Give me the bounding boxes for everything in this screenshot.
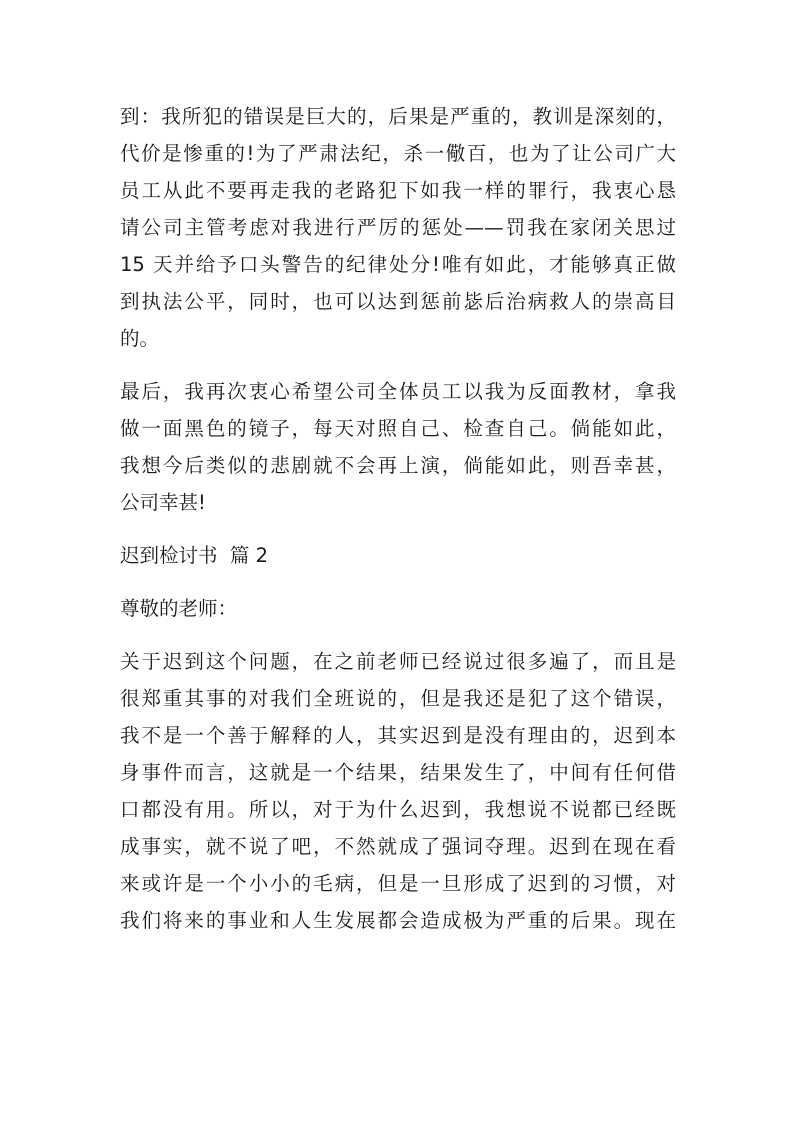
text-line: 请公司主管考虑对我进行严厉的惩处——罚我在家闭关思过 xyxy=(120,216,676,239)
text-line: 的。 xyxy=(120,327,160,350)
paragraph-3 xyxy=(120,643,676,939)
text-line: 公司幸甚! xyxy=(120,491,206,514)
text-line: 我想今后类似的悲剧就不会再上演，倘能如此，则吾幸甚， xyxy=(120,454,676,477)
text-line: 很郑重其事的对我们全班说的，但是我还是犯了这个错误， xyxy=(120,687,676,710)
text-line: 成事实，就不说了吧，不然就成了强词夺理。迟到在现在看 xyxy=(120,835,676,858)
document-body xyxy=(120,98,676,939)
section-heading: 迟到检讨书 篇 2 xyxy=(120,544,269,567)
text-line: 身事件而言，这就是一个结果，结果发生了，中间有任何借 xyxy=(120,761,676,784)
paragraph-spacer xyxy=(120,357,676,373)
salutation: 尊敬的老师： xyxy=(120,597,238,620)
text-line: 15 天并给予口头警告的纪律处分!唯有如此，才能够真正做 xyxy=(120,253,676,276)
text-line: 到执法公平，同时，也可以达到惩前毖后治病救人的崇高目 xyxy=(120,290,676,313)
text-line: 员工从此不要再走我的老路犯下如我一样的罪行，我衷心恳 xyxy=(120,179,676,202)
text-line: 来或许是一个小小的毛病，但是一旦形成了迟到的习惯，对 xyxy=(120,872,676,895)
paragraph-1 xyxy=(120,98,676,357)
text-line: 到：我所犯的错误是巨大的，后果是严重的，教训是深刻的， xyxy=(120,105,676,128)
text-line: 最后，我再次衷心希望公司全体员工以我为反面教材，拿我 xyxy=(120,380,676,403)
text-line: 我不是一个善于解释的人，其实迟到是没有理由的，迟到本 xyxy=(120,724,676,747)
paragraph-spacer xyxy=(120,627,676,643)
paragraph-spacer xyxy=(120,521,676,537)
text-line: 口都没有用。所以，对于为什么迟到，我想说不说都已经既 xyxy=(120,798,676,821)
text-line: 代价是惨重的!为了严肃法纪，杀一儆百，也为了让公司广大 xyxy=(120,142,676,165)
text-line: 做一面黑色的镜子，每天对照自己、检查自己。倘能如此， xyxy=(120,417,676,440)
text-line: 关于迟到这个问题，在之前老师已经说过很多遍了，而且是 xyxy=(120,650,676,673)
paragraph-2 xyxy=(120,373,676,521)
paragraph-spacer xyxy=(120,574,676,590)
text-line: 我们将来的事业和人生发展都会造成极为严重的后果。现在 xyxy=(120,909,676,932)
section-heading-block xyxy=(120,537,676,574)
salutation-block xyxy=(120,590,676,627)
